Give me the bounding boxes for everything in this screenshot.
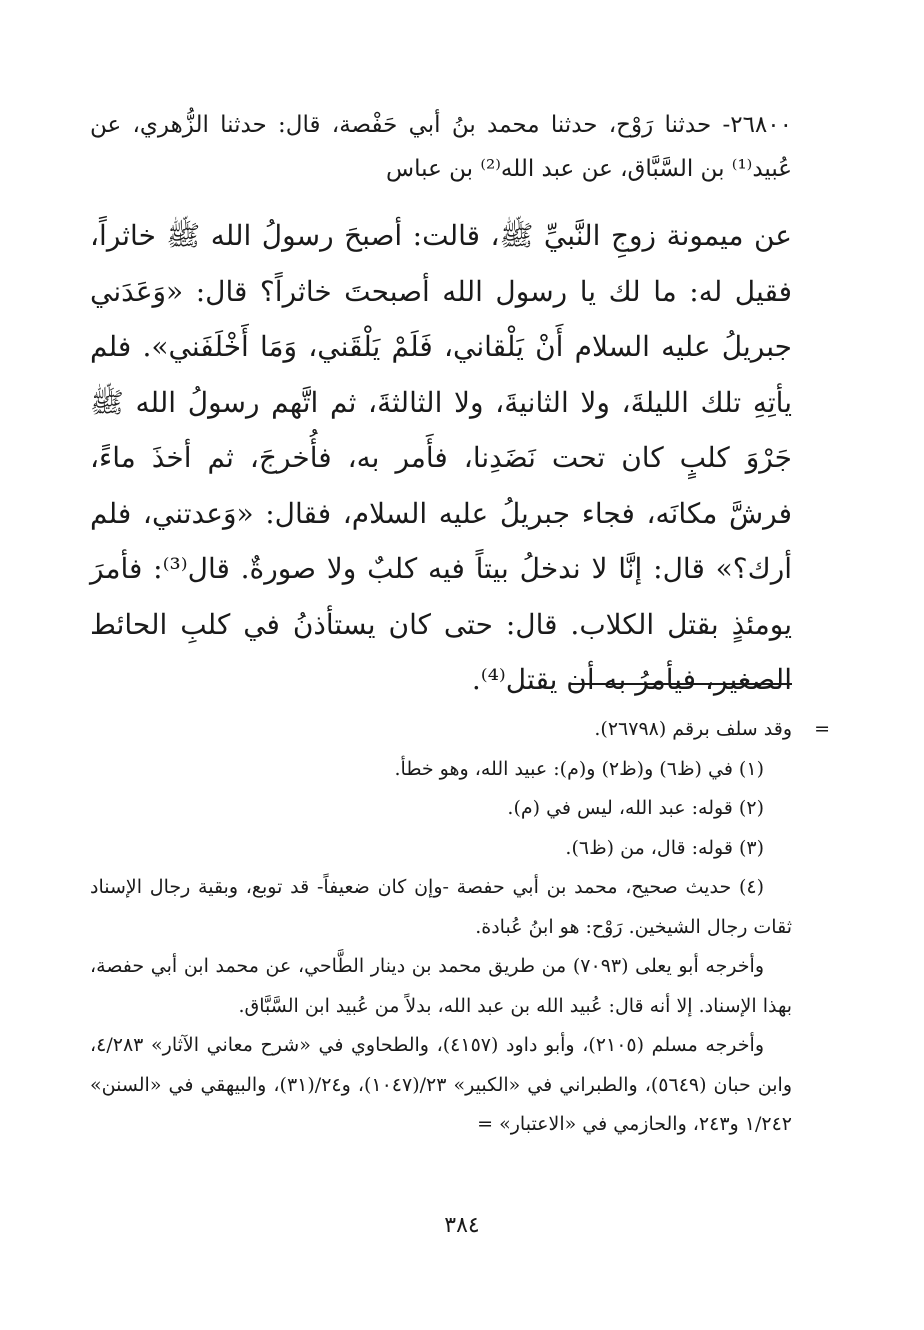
footnote-4-takhrij-1: وأخرجه أبو يعلى (٧٠٩٣) من طريق محمد بن دينار الطَّاحي، عن محمد ابن أبي حفصة، بهذا الإسناد. إلا أنه قال: عُبيد الله بن عبد الله، بدلاً من عُبيد ابن السَّبَّاق. [90,955,792,1017]
footnote-2: (٢) قوله: عبد الله، ليس في (م). [507,797,764,819]
hadith-matn: عن ميمونة زوجِ النَّبيِّ ﷺ، قالت: أصبحَ رسولُ الله ﷺ خاثراً، فقيل له: ما لك يا رسول الله أصبحتَ خاثراً؟ قال: «وَعَدَني جبريلُ عليه السلام أَنْ يَلْقاني، فَلَمْ يَلْقَني، وَمَا أَخْلَفَني». فلم يأتِهِ تلك الليلةَ، ولا الثانيةَ، ولا الثالثةَ، ثم اتَّهم رسولُ الله ﷺ جَرْوَ كلبٍ كان تحت نَضَدِنا، فأَمر به، فأُخرجَ، ثم أخذَ ماءً، فرشَّ مكانَه، فجاء جبريلُ عليه السلام، فقال: «وَعدتني، فلم أرك؟» قال: إنَّا لا ندخلُ بيتاً فيه كلبٌ ولا صورةٌ. قال⁽³⁾: فأمرَ يومئذٍ بقتل الكلاب. قال: حتى كان يستأذنُ في كلبِ الحائط الصغير، فيأمرُ به أن يقتل⁽⁴⁾. [90,219,793,696]
page-number: ٣٨٤ [444,1213,480,1238]
footnote-separator [570,683,792,685]
footnote-1: (١) في (ظ٦) و(ظ٢) و(م): عبيد الله، وهو خطأ. [394,757,764,780]
footnote-continuation [90,710,830,750]
hadith-isnad: ٢٦٨٠٠- حدثنا رَوْح، حدثنا محمد بنُ أبي حَفْصة، قال: حدثنا الزُّهري، عن عُبيد⁽¹⁾ بن السَّبَّاق، عن عبد الله⁽²⁾ بن عباس [90,112,792,182]
footnote-3: (٣) قوله: قال، من (ظ٦). [565,836,764,859]
footnotes [90,710,830,1145]
continuation-text: وقد سلف برقم (٢٦٧٩٨). [594,718,792,740]
footnote-4: (٤) حديث صحيح، محمد بن أبي حفصة -وإن كان ضعيفاً- قد توبع، وبقية رجال الإسناد ثقات رجال الشيخين. رَوْح: هو ابنُ عُبادة. [90,876,792,938]
continuation-mark: = [814,718,830,740]
footnote-4-takhrij-2: وأخرجه مسلم (٢١٠٥)، وأبو داود (٤١٥٧)، والطحاوي في «شرح معاني الآثار» ٤/٢٨٣، وابن حبان (٥٦٤٩)، والطبراني في «الكبير» ٢٣/(١٠٤٧)، و٢٤/(٣١)، والبيهقي في «السنن» ١/٢٤٢ و٢٤٣، والحازمي في «الاعتبار» = [90,1034,793,1135]
